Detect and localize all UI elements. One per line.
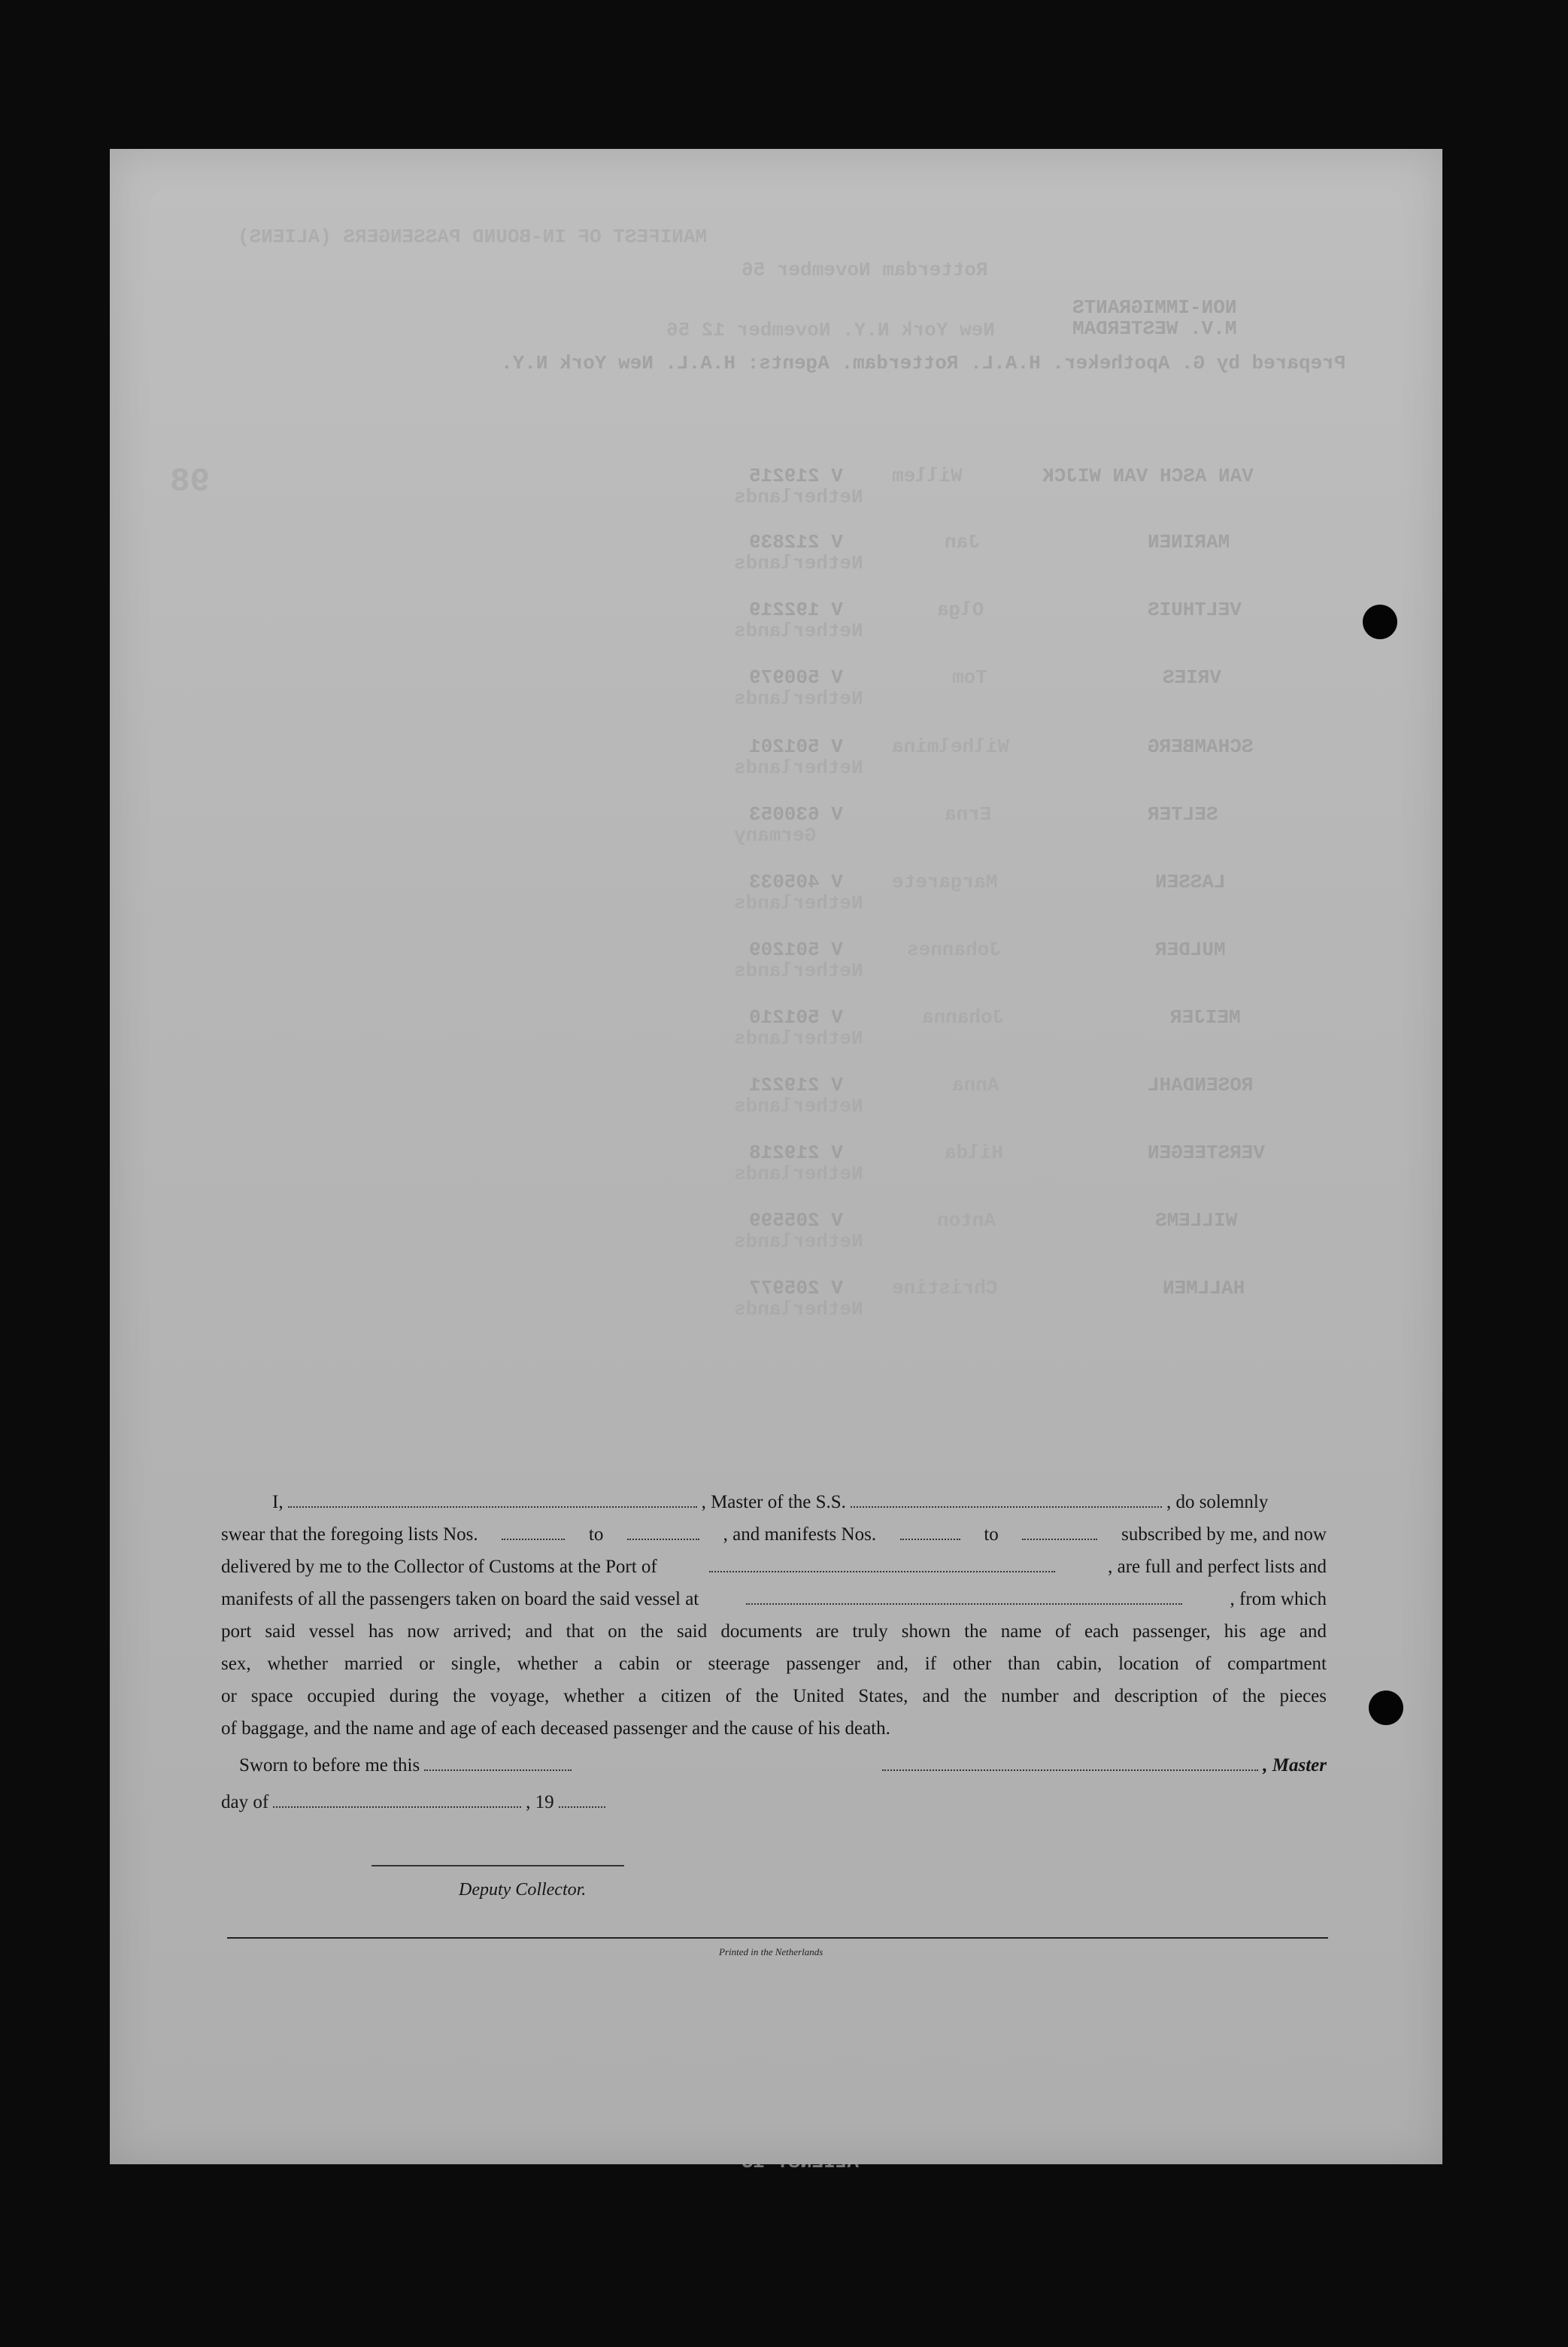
day-month-blank xyxy=(273,1791,521,1808)
passenger-doc: V 405033 xyxy=(749,871,843,893)
printed-in-label: Printed in the Netherlands xyxy=(719,1946,823,1957)
bleed-top-3: New York N.Y. November 12 56 xyxy=(666,319,995,341)
passenger-doc: V 219221 xyxy=(749,1074,843,1096)
list-to-blank xyxy=(627,1524,699,1540)
departure-port-blank xyxy=(746,1588,1182,1605)
passenger-country: Netherlands xyxy=(734,757,863,779)
passenger-country: Netherlands xyxy=(734,892,863,914)
passenger-doc: V 205599 xyxy=(749,1209,843,1232)
oath-text: I, xyxy=(272,1492,284,1512)
day-of-text: day of xyxy=(221,1792,269,1812)
passenger-surname: MARINEN xyxy=(1148,531,1230,553)
passenger-given: Christine xyxy=(892,1277,998,1299)
passenger-given: Wilhelmina xyxy=(892,735,1010,758)
passenger-surname: WILLEMS xyxy=(1155,1209,1238,1232)
oath-line xyxy=(221,1583,1327,1615)
passenger-given: Olga xyxy=(937,599,984,621)
passenger-doc: V 501209 xyxy=(749,938,843,961)
passenger-country: Germany xyxy=(734,824,817,847)
list-from-blank xyxy=(502,1524,565,1540)
oath-text: or space occupied during the voyage, whether a citizen of the United States, and the number and description of the pieces xyxy=(221,1686,1327,1706)
passenger-given: Hilda xyxy=(945,1142,1004,1164)
passenger-surname: VRIES xyxy=(1163,666,1222,689)
oath-text: , Master of the S.S. xyxy=(701,1492,846,1512)
year-text: , 19 xyxy=(526,1792,554,1812)
passenger-doc: V 192219 xyxy=(749,599,843,621)
port-blank xyxy=(709,1556,1055,1572)
passenger-country: Netherlands xyxy=(734,1230,863,1253)
oath-text: delivered by me to the Collector of Customs at the Port of xyxy=(221,1557,657,1577)
oath-text: , from which xyxy=(1230,1589,1327,1609)
passenger-surname: SCHAMBERG xyxy=(1148,735,1254,758)
passenger-country: Netherlands xyxy=(734,1027,863,1050)
day-line xyxy=(221,1786,1327,1818)
manifest-from-blank xyxy=(900,1524,960,1540)
oath-text: sex, whether married or single, whether a cabin or steerage passenger and, if other than cabin, location of compartment xyxy=(221,1654,1327,1674)
passenger-doc: V 501210 xyxy=(749,1006,843,1029)
passenger-doc: V 219215 xyxy=(749,465,843,487)
sworn-date-blank xyxy=(424,1754,572,1771)
passenger-doc: V 500979 xyxy=(749,666,843,689)
footer-rule xyxy=(227,1937,1328,1939)
bleed-header-2: M.V. WESTERDAM xyxy=(1072,317,1237,340)
oath-text: , and manifests Nos. xyxy=(723,1524,877,1545)
passenger-country: Netherlands xyxy=(734,1298,863,1321)
passenger-surname: SELTER xyxy=(1148,803,1218,826)
master-name-blank xyxy=(288,1491,697,1508)
oath-line xyxy=(221,1518,1327,1551)
oath-text: of baggage, and the name and age of each deceased passenger and the cause of his death. xyxy=(221,1718,890,1739)
passenger-doc: V 212839 xyxy=(749,531,843,553)
oath-text: port said vessel has now arrived; and that on the said documents are truly shown the name of each passenger, his age and xyxy=(221,1621,1327,1642)
passenger-country: Netherlands xyxy=(734,1163,863,1185)
passenger-surname: VELTHUIS xyxy=(1148,599,1242,621)
sworn-text: Sworn to before me this xyxy=(239,1755,420,1775)
passenger-given: Johanna xyxy=(922,1006,1005,1029)
passenger-doc: V 630053 xyxy=(749,803,843,826)
bleed-top-1: MANIFEST OF IN-BOUND PASSENGERS (ALIENS) xyxy=(238,226,708,248)
deputy-signature-line xyxy=(372,1865,624,1866)
bleed-header-1: NON-IMMIGRANTS xyxy=(1072,296,1237,319)
passenger-surname: MULDER xyxy=(1155,938,1226,961)
sworn-line xyxy=(221,1749,1327,1781)
passenger-given: Tom xyxy=(952,666,987,689)
passenger-surname: VAN ASCH VAN WIJCK xyxy=(1042,465,1254,487)
ship-name-blank xyxy=(851,1491,1162,1508)
passenger-doc: V 219218 xyxy=(749,1142,843,1164)
passenger-surname: HALLMEN xyxy=(1163,1277,1245,1299)
oath-text: manifests of all the passengers taken on board the said vessel at xyxy=(221,1589,699,1609)
passenger-given: Anna xyxy=(952,1074,999,1096)
passenger-surname: VERSTEEGEN xyxy=(1148,1142,1266,1164)
bleed-page-number: 98 xyxy=(170,463,210,501)
master-text: , Master xyxy=(1263,1755,1327,1775)
passenger-country: Netherlands xyxy=(734,620,863,642)
passenger-country: Netherlands xyxy=(734,687,863,710)
passenger-given: Margarete xyxy=(892,871,998,893)
passenger-doc: V 205977 xyxy=(749,1277,843,1299)
passenger-given: Jan xyxy=(945,531,980,553)
passenger-surname: ROSENDAHL xyxy=(1148,1074,1254,1096)
passenger-country: Netherlands xyxy=(734,960,863,982)
punch-hole-bottom xyxy=(1369,1691,1403,1725)
passenger-surname: LASSEN xyxy=(1155,871,1226,893)
master-signature-blank xyxy=(882,1754,1258,1771)
oath-text: subscribed by me, and now xyxy=(1121,1524,1327,1545)
passenger-country: Netherlands xyxy=(734,552,863,575)
bleed-header-3: Prepared by G. Apotheker. H.A.L. Rotterdam. Agents: H.A.L. New York N.Y. xyxy=(501,352,1346,374)
oath-text: , are full and perfect lists and xyxy=(1108,1557,1327,1577)
passenger-given: Willem xyxy=(892,465,963,487)
manifest-to-blank xyxy=(1022,1524,1097,1540)
punch-hole-top xyxy=(1363,605,1397,639)
passenger-given: Erna xyxy=(945,803,992,826)
passenger-country: Netherlands xyxy=(734,1095,863,1117)
oath-text: to xyxy=(588,1524,604,1545)
oath-text: , do solemnly xyxy=(1166,1492,1269,1512)
passenger-surname: MEIJER xyxy=(1170,1006,1241,1029)
master-oath xyxy=(221,1486,1327,1818)
bleed-top-2: Rotterdam November 56 xyxy=(742,259,988,281)
passenger-country: Netherlands xyxy=(734,486,863,508)
bleed-footer-stamp: ALIENS: 13 xyxy=(742,2151,860,2173)
manifest-sheet xyxy=(110,149,1442,2173)
oath-line xyxy=(221,1551,1327,1583)
passenger-given: Johannes xyxy=(907,938,1001,961)
oath-text: to xyxy=(984,1524,999,1545)
oath-text: swear that the foregoing lists Nos. xyxy=(221,1524,478,1545)
oath-line xyxy=(221,1486,1327,1518)
year-blank xyxy=(559,1791,605,1808)
deputy-collector-label: Deputy Collector. xyxy=(459,1880,587,1900)
passenger-given: Anton xyxy=(937,1209,996,1232)
passenger-doc: V 501201 xyxy=(749,735,843,758)
